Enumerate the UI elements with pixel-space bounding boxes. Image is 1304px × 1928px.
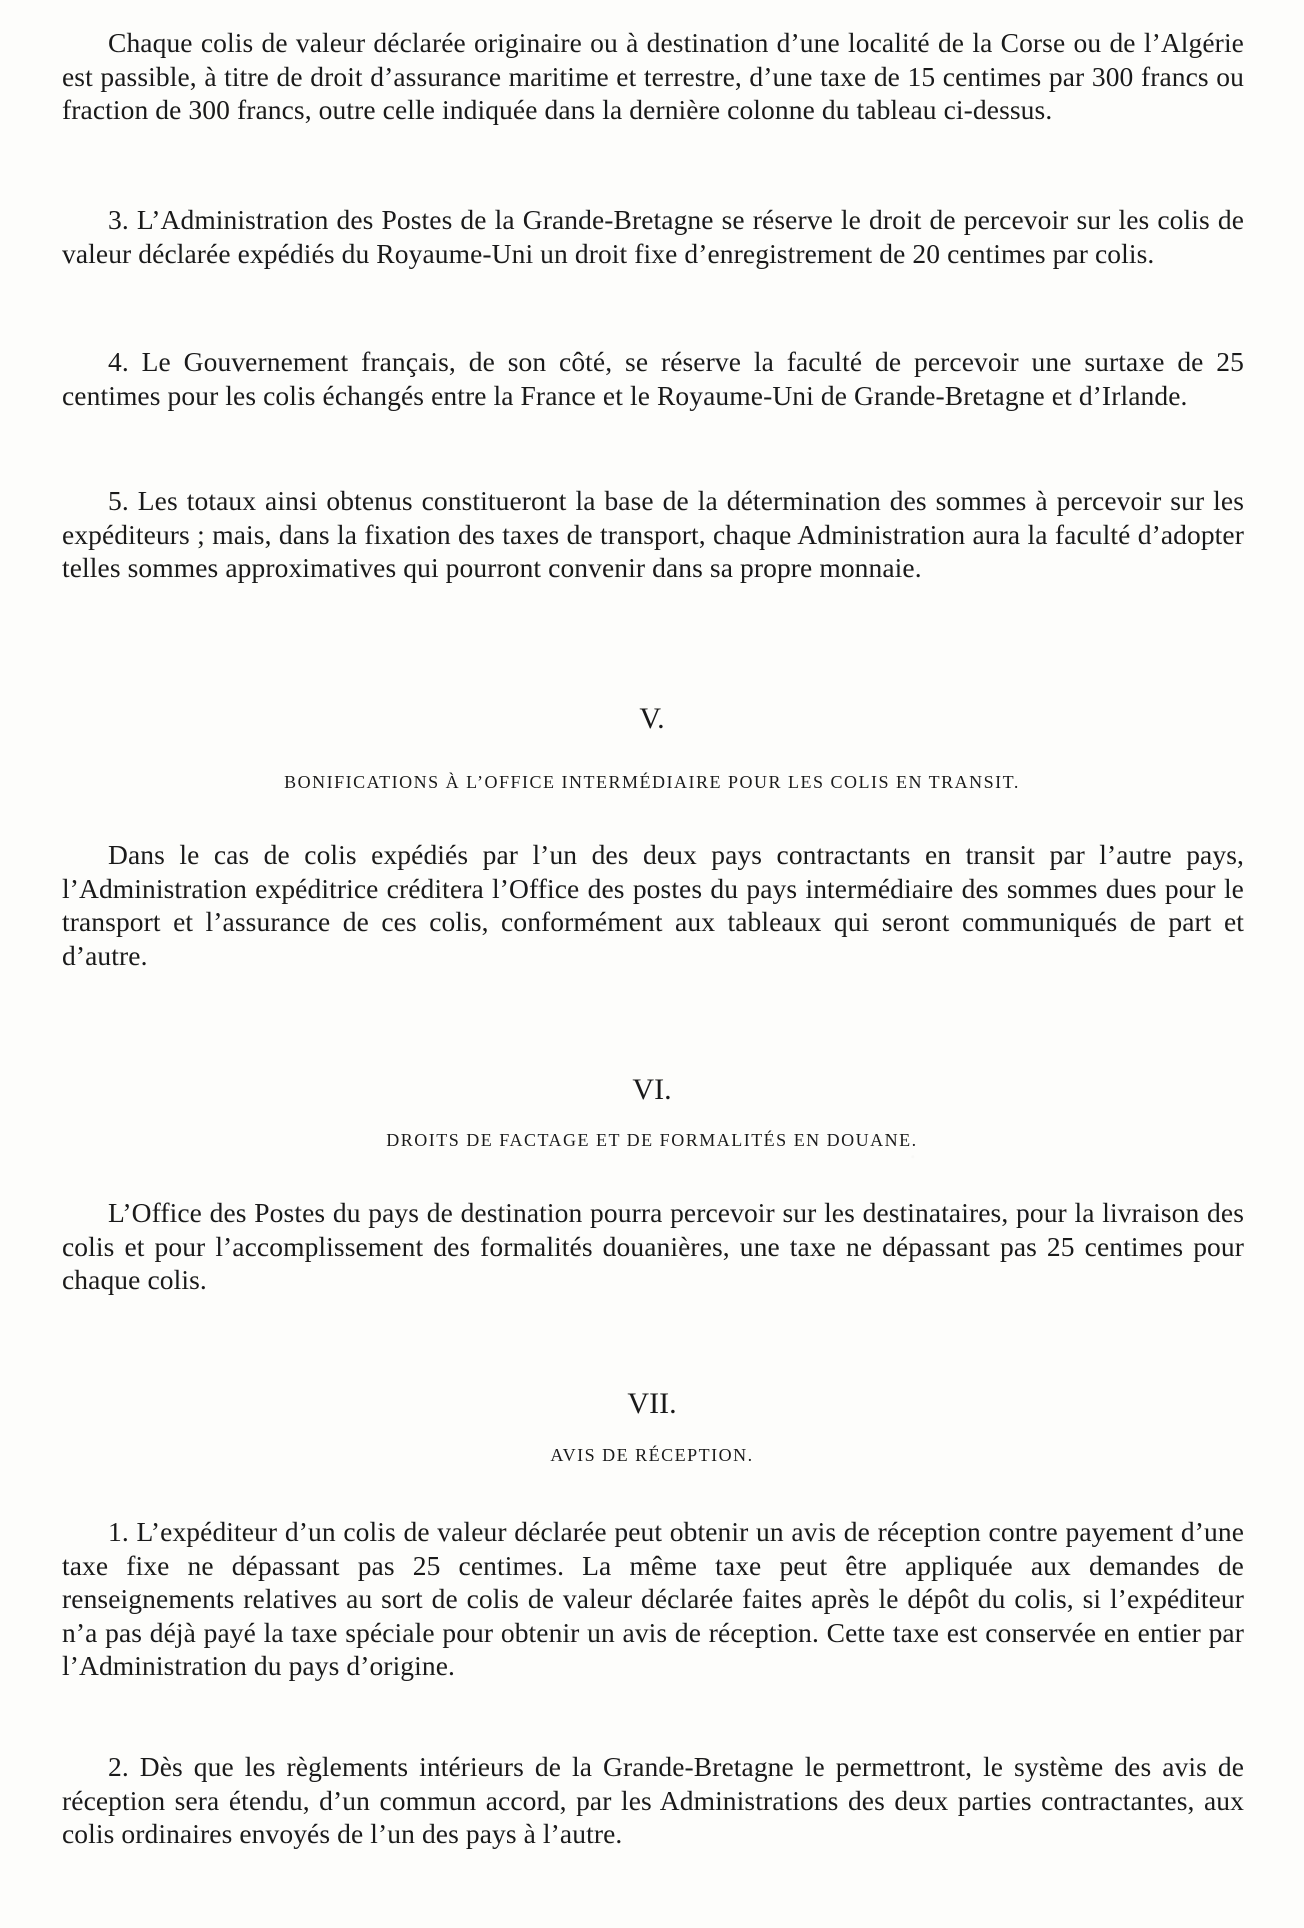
section-v-title: BONIFICATIONS À L’OFFICE INTERMÉDIAIRE POUR LES COLIS EN TRANSIT. xyxy=(284,772,1020,792)
section-vii-paragraph-2: 2. Dès que les règlements intérieurs de la Grande-Bretagne le permettront, le système des avis de réception sera étendu, d’un commun accord, par les Administrations des deux parties contractantes, aux colis ordinaires envoyés de l’un des pays à l’autre. xyxy=(62,1751,1244,1849)
section-v-number: V. xyxy=(639,702,665,735)
paragraph-5: 5. Les totaux ainsi obtenus constitueront la base de la détermination des sommes à percevoir sur les expéditeurs ; mais, dans la fixation des taxes de transport, chaque Administration aura la faculté d’adopter telles sommes approximatives qui pourront convenir dans sa propre monnaie. xyxy=(62,485,1244,583)
section-vi-body: L’Office des Postes du pays de destination pourra percevoir sur les destinataires, pour la livraison des colis et pour l’accomplissement des formalités douanières, une taxe ne dépassant pas 25 centimes pour chaque colis. xyxy=(62,1197,1244,1295)
section-vii-number: VII. xyxy=(627,1387,677,1420)
section-v-body: Dans le cas de colis expédiés par l’un des deux pays contractants en transit par l’autre pays, l’Administration expéditrice créditera l’Office des postes du pays intermédiaire des sommes dues pour le transport et l’assurance de ces colis, conformément aux tableaux qui seront communiqués de part et d’autre. xyxy=(62,839,1244,971)
paragraph-4: 4. Le Gouvernement français, de son côté, se réserve la faculté de percevoir une surtaxe de 25 centimes pour les colis échangés entre la France et le Royaume-Uni de Grande-Bretagne et d’Irlande. xyxy=(62,346,1244,411)
section-vii-paragraph-1: 1. L’expéditeur d’un colis de valeur déclarée peut obtenir un avis de réception contre payement d’une taxe fixe ne dépassant pas 25 centimes. La même taxe peut être appliquée aux demandes de renseignements relatives au sort de colis de valeur déclarée faites après le dépôt du colis, si l’expéditeur n’a pas déjà payé la taxe spéciale pour obtenir un avis de réception. Cette taxe est conservée en entier par l’Administration du pays d’origine. xyxy=(62,1516,1244,1681)
paragraph-3: 3. L’Administration des Postes de la Grande-Bretagne se réserve le droit de percevoir sur les colis de valeur déclarée expédiés du Royaume-Uni un droit fixe d’enregistrement de 20 centimes par colis. xyxy=(62,204,1244,269)
paragraph-corse-algerie: Chaque colis de valeur déclarée originaire ou à destination d’une localité de la Corse ou de l’Algérie est passible, à titre de droit d’assurance maritime et terrestre, d’une taxe de 15 centimes par 300 francs ou fraction de 300 francs, outre celle indiquée dans la dernière colonne du tableau ci-dessus. xyxy=(62,27,1244,125)
section-vii-title: AVIS DE RÉCEPTION. xyxy=(550,1445,754,1465)
section-vi-title: DROITS DE FACTAGE ET DE FORMALITÉS EN DOUANE. xyxy=(386,1130,918,1150)
section-vi-number: VI. xyxy=(632,1073,672,1106)
